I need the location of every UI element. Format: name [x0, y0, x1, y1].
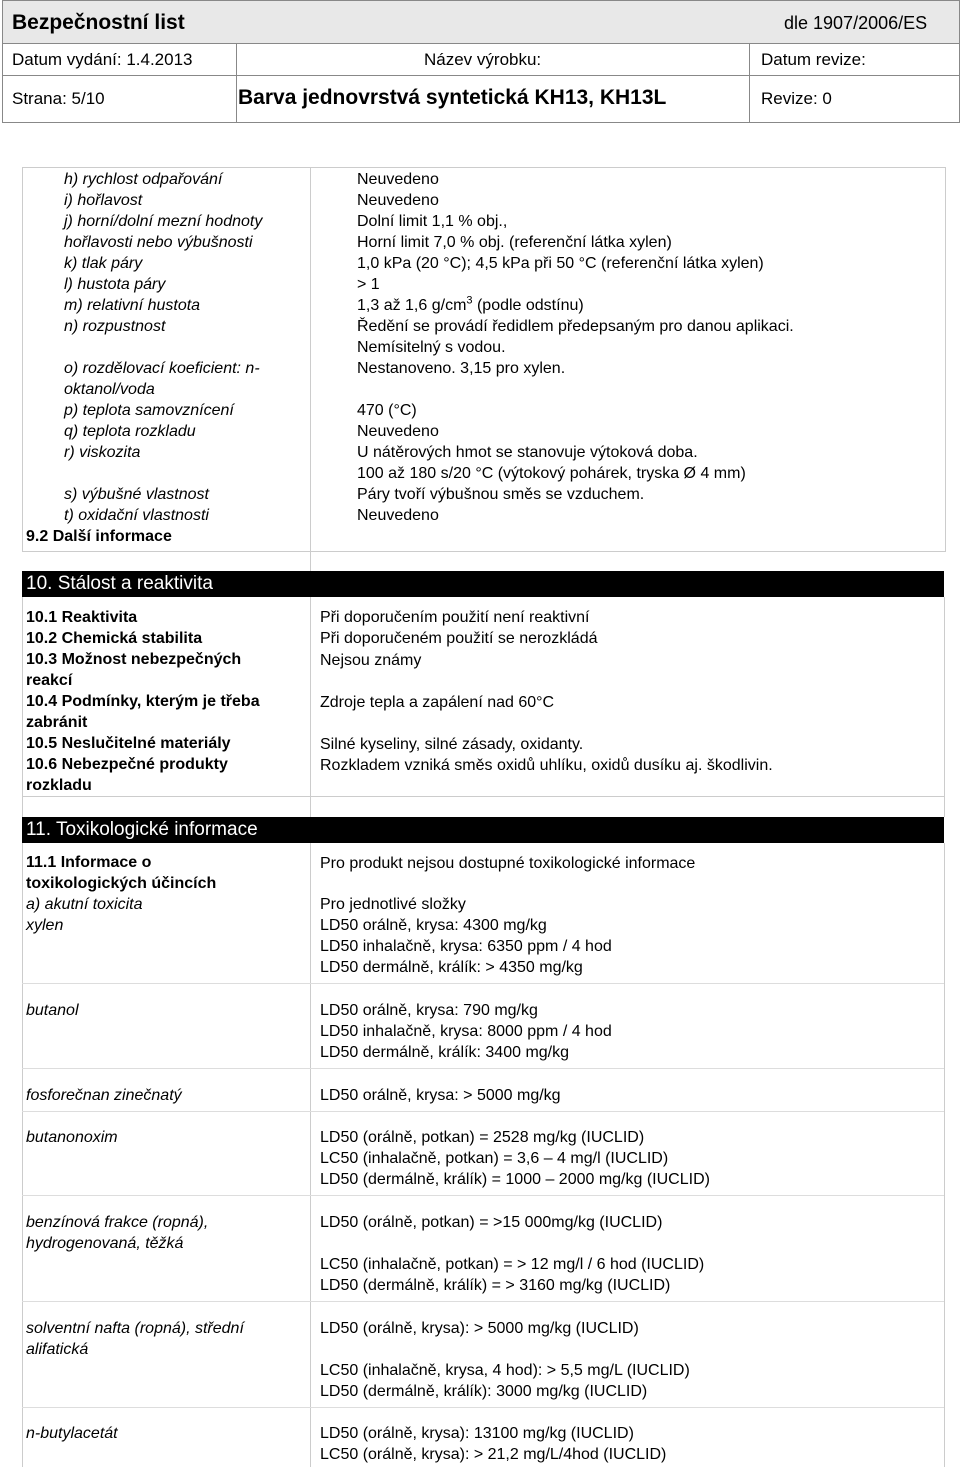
stability-label: 10.4 Podmínky, kterým je třeba — [26, 693, 260, 710]
stability-label: reakcí — [26, 672, 73, 689]
property-value: 1,0 kPa (20 °C); 4,5 kPa při 50 °C (referenční látka xylen) — [357, 255, 764, 272]
substance-name: butanonoxim — [26, 1129, 118, 1146]
stability-label: 10.5 Neslučitelné materiály — [26, 735, 231, 752]
substance-name: n-butylacetát — [26, 1425, 118, 1442]
header-divider — [2, 75, 959, 76]
section-9-2-heading: 9.2 Další informace — [26, 528, 172, 545]
stability-label: 10.3 Možnost nebezpečných — [26, 651, 242, 668]
tox-value: LD50 (dermálně, králík) = > 3160 mg/kg (IUCLID) — [320, 1277, 671, 1294]
tox-value: LD50 (orálně, krysa): 13100 mg/kg (IUCLID) — [320, 1425, 634, 1442]
stability-value: Při doporučením použití není reaktivní — [320, 609, 590, 626]
table-row-divider — [22, 1301, 944, 1302]
property-value: Neuvedeno — [357, 192, 439, 209]
property-label: m) relativní hustota — [64, 297, 201, 314]
table-row-divider — [22, 1407, 944, 1408]
substance-name: benzínová frakce (ropná), — [26, 1214, 209, 1231]
table-col-divider — [310, 843, 311, 1467]
tox-value: LD50 (dermálně, králík) = 1000 – 2000 mg/kg (IUCLID) — [320, 1171, 710, 1188]
table-border — [22, 597, 23, 817]
tox-value: LD50 inhalačně, krysa: 8000 ppm / 4 hod — [320, 1023, 612, 1040]
header-divider — [2, 43, 959, 44]
acute-toxicity-value: Pro jednotlivé složky — [320, 896, 466, 913]
density-note: (podle odstínu) — [472, 297, 584, 314]
property-label: hořlavosti nebo výbušnosti — [64, 234, 253, 251]
property-value: 100 až 180 s/20 °C (výtokový pohárek, tryska Ø 4 mm) — [357, 465, 746, 482]
acute-toxicity-label: a) akutní toxicita — [26, 896, 143, 913]
property-value: 470 (°C) — [357, 402, 417, 419]
tox-value: LD50 (orálně, potkan) = >15 000mg/kg (IUCLID) — [320, 1214, 663, 1231]
table-border — [944, 843, 945, 1467]
density-unit-exponent: 3 — [466, 294, 473, 307]
table-col-divider — [310, 597, 311, 817]
section-10-heading: 10. Stálost a reaktivita — [22, 571, 944, 597]
property-label: q) teplota rozkladu — [64, 423, 196, 440]
revision-number: Revize: 0 — [761, 89, 832, 108]
table-row-divider — [22, 1195, 944, 1196]
property-value: Nestanoveno. 3,15 pro xylen. — [357, 360, 566, 377]
tox-value: LD50 (orálně, potkan) = 2528 mg/kg (IUCLID) — [320, 1129, 645, 1146]
tox-value: LC50 (inhalačně, potkan) = > 12 mg/l / 6 hod (IUCLID) — [320, 1256, 705, 1273]
stability-value: Nejsou známy — [320, 652, 422, 669]
table-row-divider — [22, 796, 944, 797]
tox-value: LD50 (orálně, krysa): > 5000 mg/kg (IUCLID) — [320, 1320, 639, 1337]
property-value: Horní limit 7,0 % obj. (referenční látka xylen) — [357, 234, 672, 251]
stability-label: 10.2 Chemická stabilita — [26, 630, 203, 647]
tox-intro-label: toxikologických účincích — [26, 875, 217, 892]
substance-name: hydrogenovaná, těžká — [26, 1235, 184, 1252]
property-label: i) hořlavost — [64, 192, 143, 209]
tox-value: LD50 orálně, krysa: > 5000 mg/kg — [320, 1087, 561, 1104]
tox-intro-label: 11.1 Informace o — [26, 854, 152, 871]
property-value: Nemísitelný s vodou. — [357, 339, 506, 356]
property-label: p) teplota samovznícení — [64, 402, 234, 419]
table-col-divider — [310, 167, 311, 572]
property-value: > 1 — [357, 276, 380, 293]
property-value: Páry tvoří výbušnou směs se vzduchem. — [357, 486, 645, 503]
tox-value: LD50 (dermálně, králík): 3000 mg/kg (IUCLID) — [320, 1383, 648, 1400]
stability-label: 10.6 Nebezpečné produkty — [26, 756, 228, 773]
property-value: Neuvedeno — [357, 423, 439, 440]
section-11-heading: 11. Toxikologické informace — [22, 817, 944, 843]
stability-label: rozkladu — [26, 777, 92, 794]
substance-name: fosforečnan zinečnatý — [26, 1087, 182, 1104]
property-value: Neuvedeno — [357, 171, 439, 188]
property-value — [357, 295, 584, 316]
product-name-label: Název výrobku: — [424, 50, 542, 69]
tox-value: LD50 orálně, krysa: 790 mg/kg — [320, 1002, 538, 1019]
product-name: Barva jednovrstvá syntetická KH13, KH13L — [238, 86, 667, 109]
substance-name: butanol — [26, 1002, 79, 1019]
property-label: oktanol/voda — [64, 381, 155, 398]
stability-label: zabránit — [26, 714, 88, 731]
stability-value: Při doporučeném použití se nerozkládá — [320, 630, 598, 647]
tox-value: LC50 (inhalačně, potkan) = 3,6 – 4 mg/l (IUCLID) — [320, 1150, 669, 1167]
regulation-reference: dle 1907/2006/ES — [784, 13, 928, 33]
tox-value: LD50 inhalačně, krysa: 6350 ppm / 4 hod — [320, 938, 612, 955]
tox-value: LD50 orálně, krysa: 4300 mg/kg — [320, 917, 547, 934]
property-label: k) tlak páry — [64, 255, 143, 272]
table-row-divider — [22, 983, 944, 984]
property-value: Ředění se provádí ředidlem předepsaným pro danou aplikaci. — [357, 318, 794, 335]
density-value: 1,3 až 1,6 g/cm — [357, 297, 467, 314]
property-label: h) rychlost odpařování — [64, 171, 223, 188]
tox-value: LD50 dermálně, králík: > 4350 mg/kg — [320, 959, 583, 976]
substance-name: xylen — [26, 917, 64, 934]
stability-value: Rozkladem vzniká směs oxidů uhlíku, oxidů dusíku aj. škodlivin. — [320, 757, 773, 774]
header-col-divider — [236, 43, 237, 122]
table-border — [22, 843, 23, 1467]
property-label: l) hustota páry — [64, 276, 166, 293]
revision-date-label: Datum revize: — [761, 50, 866, 69]
property-value: Dolní limit 1,1 % obj., — [357, 213, 508, 230]
substance-name: solventní nafta (ropná), střední — [26, 1320, 244, 1337]
property-label: j) horní/dolní mezní hodnoty — [64, 213, 263, 230]
table-border — [944, 597, 945, 817]
document-title: Bezpečnostní list — [12, 11, 185, 34]
page-number: Strana: 5/10 — [12, 89, 105, 108]
property-label: n) rozpustnost — [64, 318, 166, 335]
table-row-divider — [22, 1111, 944, 1112]
property-label: s) výbušné vlastnost — [64, 486, 209, 503]
property-label: o) rozdělovací koeficient: n- — [64, 360, 260, 377]
property-label: r) viskozita — [64, 444, 141, 461]
stability-value: Zdroje tepla a zapálení nad 60°C — [320, 694, 555, 711]
property-value: U nátěrových hmot se stanovuje výtoková doba. — [357, 444, 698, 461]
tox-intro-value: Pro produkt nejsou dostupné toxikologické informace — [320, 855, 696, 872]
substance-name: alifatická — [26, 1341, 89, 1358]
tox-value: LD50 dermálně, králík: 3400 mg/kg — [320, 1044, 570, 1061]
property-label: t) oxidační vlastnosti — [64, 507, 209, 524]
property-value: Neuvedeno — [357, 507, 439, 524]
tox-value: LC50 (orálně, krysa): > 21,2 mg/L/4hod (IUCLID) — [320, 1446, 667, 1463]
stability-value: Silné kyseliny, silné zásady, oxidanty. — [320, 736, 584, 753]
table-row-divider — [22, 1068, 944, 1069]
tox-value: LC50 (inhalačně, krysa, 4 hod): > 5,5 mg/L (IUCLID) — [320, 1362, 690, 1379]
issue-date: Datum vydání: 1.4.2013 — [12, 50, 193, 69]
header-col-divider — [749, 43, 750, 122]
stability-label: 10.1 Reaktivita — [26, 609, 138, 626]
